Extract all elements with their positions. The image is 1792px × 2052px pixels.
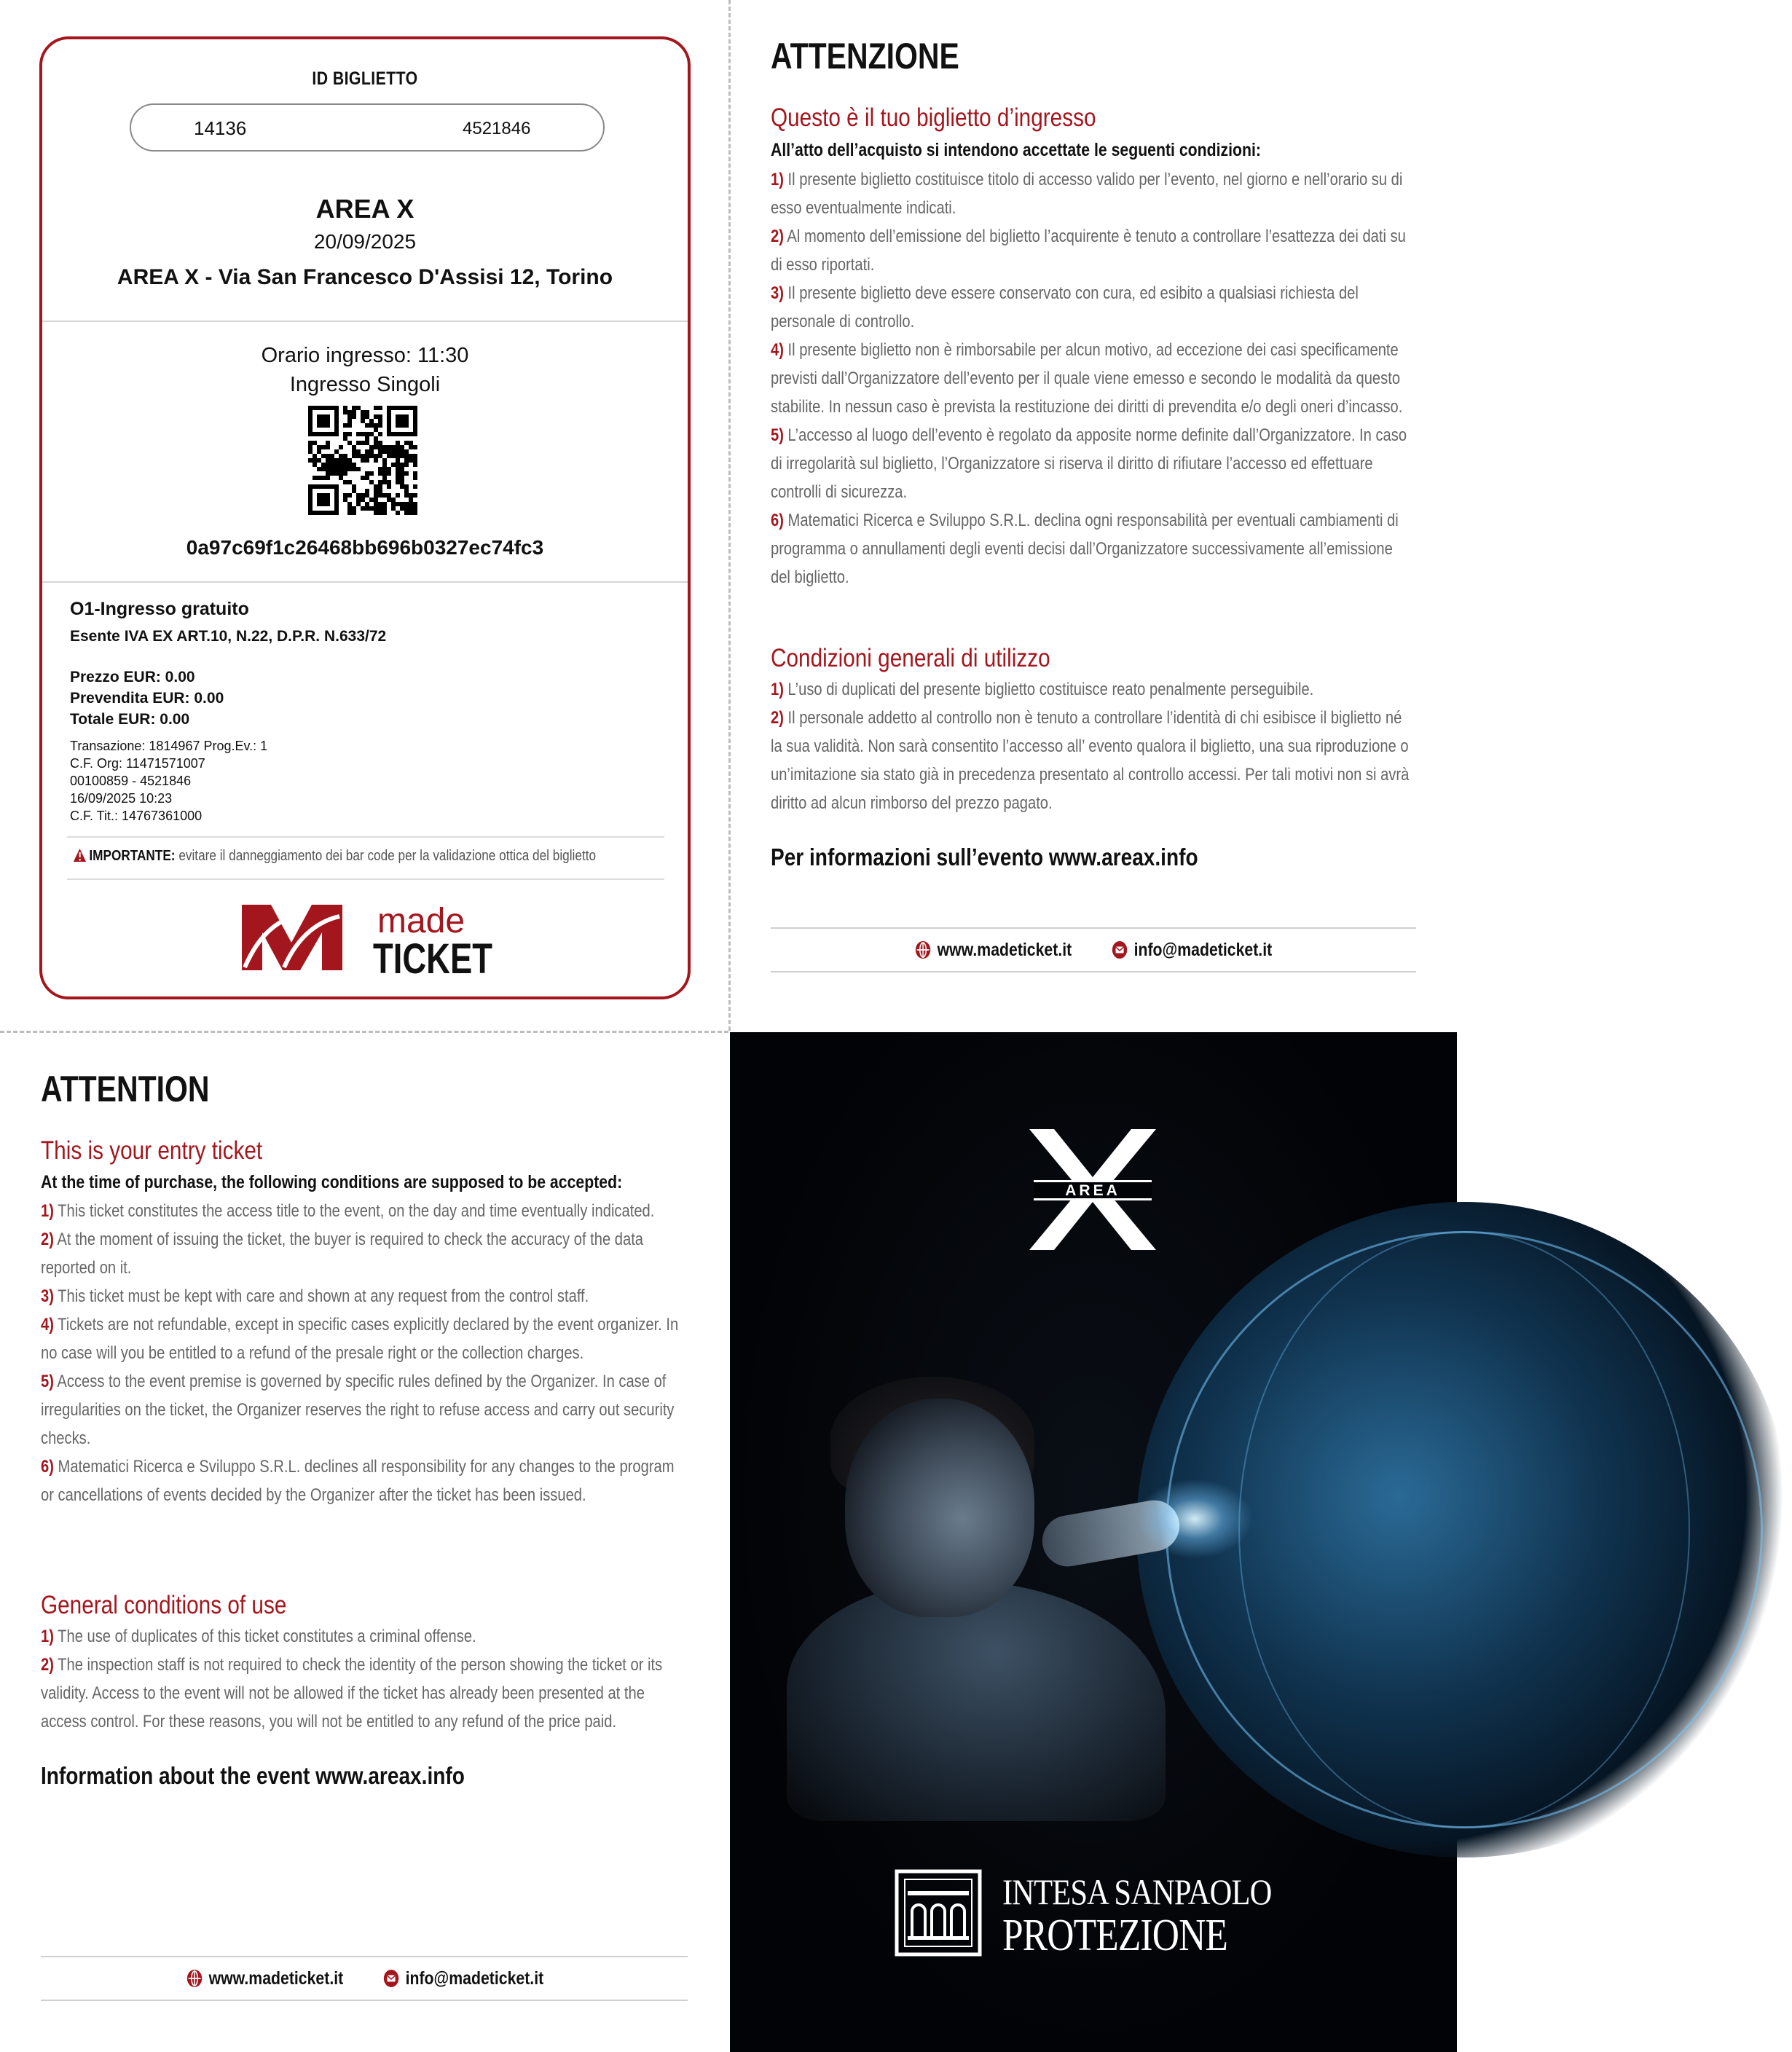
- condition-text: The inspection staff is not required to check the identity of the person showing the ticket or its validity. Access to the event will not be allowed if the ticket has already been presented at the access control. For these reasons, you will not be entitled to any refund of the price paid.: [41, 1655, 663, 1731]
- italian-general-conditions: [771, 675, 1415, 817]
- event-date: 20/09/2025: [313, 230, 417, 253]
- ticket-id-box: [130, 103, 605, 152]
- intesa-sanpaolo-mark: [895, 1869, 982, 1957]
- ticket-id-right: 4521846: [463, 119, 531, 138]
- sponsor-logo: [895, 1866, 1302, 1961]
- condition-number: 5): [41, 1372, 54, 1391]
- italian-title: ATTENZIONE: [771, 36, 959, 76]
- price: Prezzo EUR: 0.00: [70, 669, 195, 685]
- condition-number: 1): [771, 170, 784, 189]
- italian-conditions: [771, 165, 1415, 591]
- reference-number: 00100859 - 4521846: [70, 774, 192, 788]
- area-x-logo-text: AREA: [1065, 1182, 1120, 1199]
- condition-text: Al momento dell’emissione del biglietto l’acquirente è tenuto a controllare l’esattezza dei dati su di esso riportati.: [771, 227, 1406, 275]
- condition-text: This ticket must be kept with care and shown at any request from the control staff.: [58, 1286, 589, 1306]
- condition-item: [41, 1197, 683, 1225]
- warning-icon: [73, 848, 87, 862]
- warning-label: IMPORTANTE:: [89, 848, 176, 864]
- condition-item: [771, 222, 1415, 279]
- condition-number: 3): [771, 283, 784, 303]
- condition-text: Il presente biglietto non è rimborsabile per alcun motivo, ad eccezione dei casi specificamente previsti dall’Organizzatore dell’evento per il quale viene emesso e secondo le modalità da questo stabilite. In nessun caso è prevista la restituzione dei diritti di prevendita e/o degli oneri d’incasso.: [771, 340, 1403, 417]
- sponsor-name: INTESA SANPAOLO: [1002, 1871, 1272, 1912]
- area-x-logo: [1023, 1128, 1162, 1251]
- condition-number: 2): [771, 227, 784, 246]
- footer-website-text: www.madeticket.it: [937, 940, 1072, 960]
- footer-website-link[interactable]: [915, 940, 1072, 961]
- ticket-id-label: ID BIGLIETTO: [312, 68, 418, 89]
- condition-item: [41, 1282, 683, 1310]
- english-general-heading: General conditions of use: [41, 1591, 287, 1619]
- condition-text: Access to the event premise is governed by specific rules defined by the Organizer. In case of irregularities on the ticket, the Organizer reserves the right to refuse access and carry out security checks.: [41, 1372, 675, 1448]
- logo-made-text: made: [377, 902, 465, 940]
- condition-number: 2): [771, 708, 784, 728]
- horizontal-cut-line: [0, 1031, 728, 1033]
- italian-footer: [771, 927, 1416, 972]
- footer-email-link[interactable]: [383, 1968, 543, 1989]
- transaction: Transazione: 1814967 Prog.Ev.: 1: [70, 739, 268, 753]
- logo-ticket-text: TICKET: [373, 935, 492, 983]
- english-info: Information about the event www.areax.info: [41, 1762, 465, 1789]
- condition-text: L’uso di duplicati del presente biglietto costituisce reato penalmente perseguibile.: [787, 680, 1314, 699]
- presale-price: Prevendita EUR: 0.00: [70, 690, 224, 707]
- ticket-id-left: 14136: [194, 117, 247, 139]
- italian-intro: All’atto dell’acquisto si intendono accettate le seguenti condizioni:: [771, 140, 1262, 160]
- condition-item: [771, 506, 1415, 591]
- condition-number: 6): [41, 1457, 54, 1477]
- total-price: Totale EUR: 0.00: [70, 711, 190, 728]
- english-intro: At the time of purchase, the following conditions are supposed to be accepted:: [41, 1172, 623, 1192]
- qr-modules: [308, 406, 417, 515]
- divider: [42, 581, 688, 583]
- footer-email-text: info@madeticket.it: [1133, 940, 1273, 960]
- cf-tit: C.F. Tit.: 14767361000: [70, 809, 203, 823]
- globe-orbit-line: [1238, 1231, 1690, 1828]
- italian-general-heading: Condizioni generali di utilizzo: [771, 644, 1050, 672]
- footer-email-text: info@madeticket.it: [405, 1968, 544, 1989]
- condition-number: 1): [41, 1201, 54, 1221]
- condition-text: Matematici Ricerca e Sviluppo S.R.L. declines all responsibility for any changes to the program or cancellations of events decided by the Organizer after the ticket has been issued.: [41, 1457, 675, 1505]
- english-general-conditions: [41, 1622, 683, 1736]
- vertical-cut-line: [728, 0, 731, 1031]
- madeticket-logo: [240, 897, 495, 983]
- condition-item: [41, 1651, 683, 1736]
- warning-text: evitare il danneggiamento dei bar code per la validazione ottica del biglietto: [178, 848, 597, 864]
- condition-item: [771, 704, 1415, 817]
- condition-item: [771, 336, 1415, 421]
- condition-number: 4): [41, 1315, 54, 1334]
- envelope-icon: [383, 1969, 399, 1988]
- condition-text: L’accesso al luogo dell’evento è regolato da apposite norme definite dall’Organizzatore. In caso di irregolarità sul biglietto, l’Organizzatore si riserva il diritto di rifiutare l’accesso ed effettuare controlli di sicurezza.: [771, 425, 1407, 502]
- condition-number: 1): [41, 1627, 54, 1646]
- english-footer: [41, 1956, 688, 2001]
- sponsor-division: PROTEZIONE: [1002, 1911, 1228, 1960]
- vat-note: Esente IVA EX ART.10, N.22, D.P.R. N.633/72: [70, 628, 387, 645]
- entry-type: Ingresso Singoli: [289, 373, 441, 396]
- condition-text: Matematici Ricerca e Sviluppo S.R.L. declina ogni responsabilità per eventuali cambiamenti di programma o annullamenti degli eventi decisi dall’Organizzatore successivamente all’emissione del biglietto.: [771, 511, 1399, 587]
- condition-item: [41, 1310, 683, 1367]
- divider: [67, 836, 664, 838]
- condition-item: [41, 1367, 683, 1452]
- condition-number: 2): [41, 1230, 54, 1249]
- divider: [42, 321, 688, 322]
- condition-item: [41, 1622, 683, 1651]
- ticket-card: [39, 36, 691, 999]
- condition-number: 4): [771, 340, 784, 360]
- barcode-warning: [73, 848, 596, 865]
- condition-text: Il presente biglietto costituisce titolo di accesso valido per l’evento, nel giorno e nell’orario su di esso eventualmente indicati.: [771, 170, 1403, 218]
- condition-text: Tickets are not refundable, except in specific cases explicitly declared by the event organizer. In no case will you be entitled to a refund of the presale right or the collection charges.: [41, 1315, 679, 1363]
- globe-icon: [915, 940, 931, 959]
- condition-text: Il personale addetto al controllo non è tenuto a controllare l’identità di chi esibisce il biglietto né la sua validità. Non sarà consentito l’accesso all’ evento qualora il biglietto, una sua riproduzione o un’imitazione sia stato già in precedenza presentato al controllo accessi. Per tali motivi non si avrà diritto ad alcun rimborso del prezzo pagato.: [771, 708, 1410, 813]
- envelope-icon: [1112, 940, 1128, 959]
- condition-text: At the moment of issuing the ticket, the buyer is required to check the accuracy of the data reported on it.: [41, 1230, 644, 1278]
- footer-website-text: www.madeticket.it: [208, 1968, 344, 1989]
- issue-datetime: 16/09/2025 10:23: [70, 791, 173, 806]
- cf-org: C.F. Org: 11471571007: [70, 756, 205, 771]
- footer-email-link[interactable]: [1112, 940, 1272, 961]
- entry-time: Orario ingresso: 11:30: [261, 344, 469, 367]
- condition-text: This ticket constitutes the access title to the event, on the day and time eventually indicated.: [58, 1201, 655, 1221]
- english-heading: This is your entry ticket: [41, 1136, 263, 1165]
- condition-item: [771, 675, 1415, 704]
- event-venue: AREA X - Via San Francesco D'Assisi 12, Torino: [117, 265, 613, 289]
- condition-number: 3): [41, 1286, 54, 1306]
- condition-item: [41, 1452, 683, 1509]
- italian-info: Per informazioni sull’evento www.areax.info: [771, 844, 1198, 870]
- event-name: AREA X: [315, 194, 414, 224]
- ticket-hash-code: 0a97c69f1c26468bb696b0327ec74fc3: [186, 536, 544, 559]
- divider: [67, 878, 664, 880]
- child-face: [845, 1399, 1034, 1617]
- condition-item: [771, 279, 1415, 336]
- condition-item: [771, 421, 1415, 506]
- touch-glow: [1136, 1479, 1253, 1559]
- condition-number: 1): [771, 680, 784, 699]
- condition-number: 2): [41, 1655, 54, 1675]
- english-title: ATTENTION: [41, 1069, 210, 1109]
- condition-item: [771, 165, 1415, 222]
- footer-website-link[interactable]: [186, 1968, 343, 1989]
- ticket-type: O1-Ingresso gratuito: [70, 599, 249, 619]
- condition-text: The use of duplicates of this ticket constitutes a criminal offense.: [58, 1627, 476, 1646]
- condition-item: [41, 1225, 683, 1282]
- english-conditions: [41, 1197, 683, 1509]
- italian-heading: Questo è il tuo biglietto d’ingresso: [771, 103, 1096, 132]
- condition-number: 5): [771, 425, 784, 445]
- condition-number: 6): [771, 511, 784, 530]
- qr-code: [308, 406, 417, 515]
- globe-icon: [186, 1969, 203, 1988]
- condition-text: Il presente biglietto deve essere conservato con cura, ed esibito a qualsiasi richiesta del personale di controllo.: [771, 283, 1359, 331]
